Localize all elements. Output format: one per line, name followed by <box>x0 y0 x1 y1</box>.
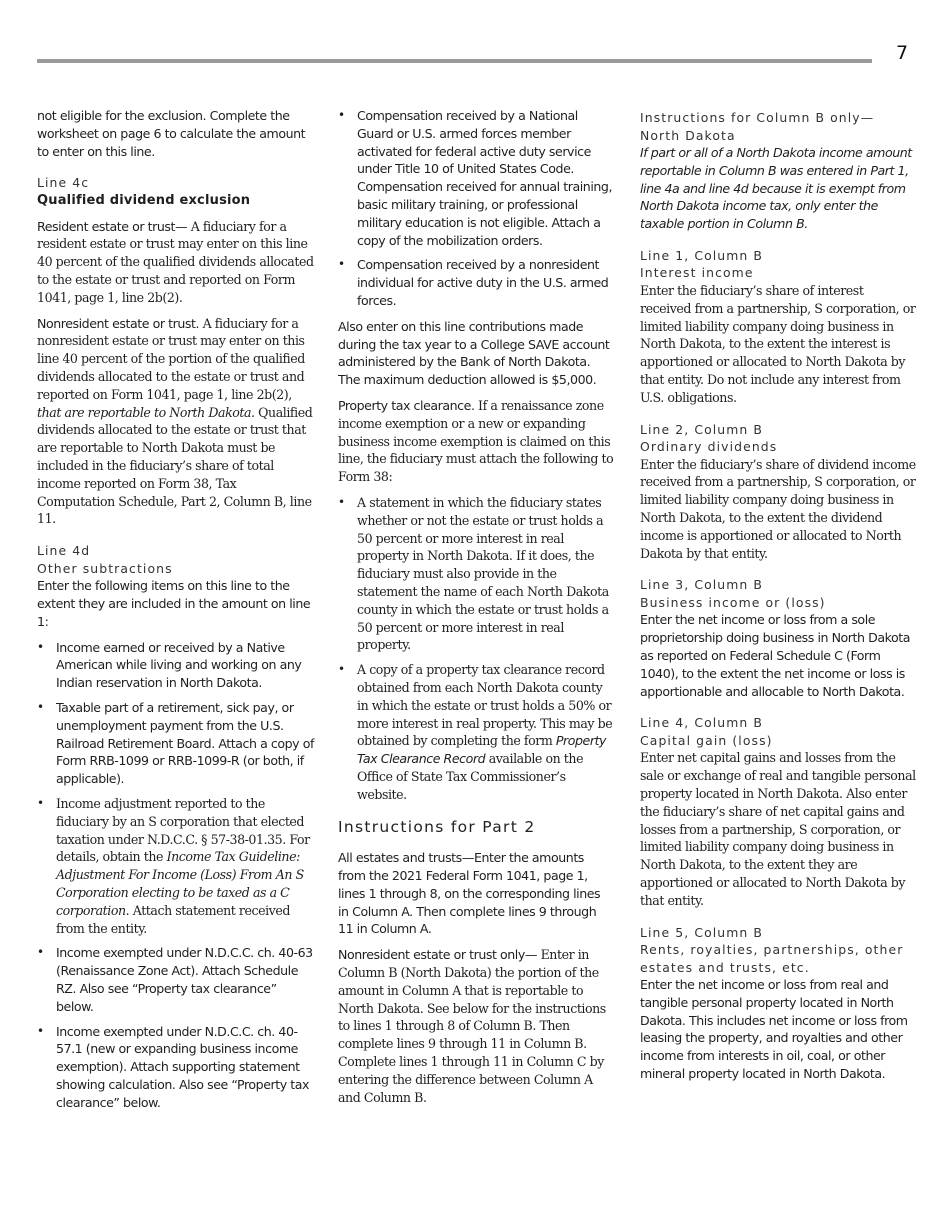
line4d-list <box>37 639 315 1112</box>
part2-heading: Instructions for Part 2 <box>338 818 536 837</box>
line2-text: Enter the fiduciary’s share of dividend income received from a partnership, S corporation, or limited liability company doing business in North Dakota, to the extent the dividend income is apportioned or allocated to North Dakota by that entity. <box>640 456 916 561</box>
column-3 <box>640 107 916 1091</box>
ptc-text: If a renaissance zone income exemption or a new or expanding business income exemption is claimed on this line, the fiduciary must attach the following to Form 38: <box>338 397 614 485</box>
line4-title: Capital gain (loss) <box>640 732 773 748</box>
list-item <box>338 661 614 803</box>
line3-label: Line 3, Column B <box>640 577 764 593</box>
nonresident-italic: that are reportable to North Dakota. <box>37 404 255 420</box>
line1-text: Enter the fiduciary’s share of interest received from a partnership, S corporation, or limited liability company doing business in North Dakota, to the extent the interest is apportioned or allocated to North Dakota by that entity. Do not include any interest from U.S. obligations. <box>640 282 916 405</box>
list-item: • Income earned or received by a Native American while living and working on any Indian reservation in North Dakota. <box>37 639 315 692</box>
nonresident-text-a: A fiduciary for a nonresident estate or trust may enter on this line 40 percent of the portion of the qualified dividends allocated to the estate or trust and reported on Form 1041, page 1, line 2b(2), <box>37 315 305 402</box>
line5-text: Enter the net income or loss from real and tangible personal property located in North Dakota. This includes net income or loss from leasing the property, and royalties and other income from interests in oil, coal, or other mineral property located in North Dakota. <box>640 977 908 1081</box>
nonresident-paragraph <box>37 315 315 529</box>
all-estates-text: Enter the amounts from the 2021 Federal Form 1041, page 1, lines 1 through 8, on the corresponding lines in Column A. Then complete lines 9 through 11 in Column A. <box>338 850 601 937</box>
line4-text: Enter net capital gains and losses from the sale or exchange of real and tangible personal property located in North Dakota. Also enter the fiduciary’s share of net capital gains and losses from a partnership, S corporation, or limited liability company doing business in North Dakota, to the extent they are apportioned or allocated to North Dakota by that entity. <box>640 750 916 908</box>
ptc-paragraph <box>338 397 614 486</box>
bullet3-text-b: . Attach statement received from the entity. <box>56 902 290 936</box>
line4d-intro: Enter the following items on this line to the extent they are included in the amount on line 1: <box>37 578 311 629</box>
all-estates-paragraph <box>338 849 614 938</box>
ptc-bullet2-italic: Property Tax Clearance Record <box>357 733 607 767</box>
line1-title: Interest income <box>640 265 754 281</box>
list-item: • A statement in which the fiduciary states whether or not the estate or trust holds a 50 percent or more interest in real property in North Dakota. If it does, the fiduciary must also provide in the statement the name of each North Dakota county in which the estate or trust holds a 50 percent or more interest in real property. <box>338 494 614 654</box>
list-item: • Compensation received by a nonresident individual for active duty in the U.S. armed forces. <box>338 256 614 309</box>
ptc-bullet2-text-b: available on the Office of State Tax Commissioner’s website. <box>357 751 584 802</box>
colb-label-1: Instructions for Column B only— <box>640 110 875 125</box>
bullet3-italic: Income Tax Guideline: Adjustment For Income (Loss) From An S Corporation electing to be taxed as a C corporation <box>56 849 304 918</box>
college-save-paragraph: Also enter on this line contributions made during the tax year to a College SAVE account administered by the Bank of North Dakota. The maximum deduction allowed is $5,000. <box>338 318 610 388</box>
list-item: • Compensation received by a National Guard or U.S. armed forces member activated for federal active duty service under Title 10 of United States Code. Compensation received for annual training, basic military training, or professional military education is not eligible. Attach a copy of the mobilization orders. <box>338 107 614 249</box>
colb-label-2: North Dakota <box>640 127 736 143</box>
line4d-title: Other subtractions <box>37 560 173 576</box>
page-number: 7 <box>896 42 909 64</box>
bullet3-text-a: Income adjustment reported to the fiduciary by an S corporation that elected taxation under N.D.C.C. § 57-38-01.35. For details, obtain the <box>56 796 310 865</box>
line4-label: Line 4, Column B <box>640 715 764 731</box>
military-list <box>338 107 614 310</box>
list-item <box>37 795 315 937</box>
resident-lead: Resident estate or trust— <box>37 218 188 234</box>
nonres-only-paragraph <box>338 946 614 1106</box>
column-1 <box>37 107 315 1120</box>
line4c-title: Qualified dividend exclusion <box>37 192 251 208</box>
line3-title: Business income or (loss) <box>640 594 826 610</box>
column-2 <box>338 107 614 1114</box>
header-rule <box>37 59 872 63</box>
list-item: • Taxable part of a retirement, sick pay, or unemployment payment from the U.S. Railroad Retirement Board. Attach a copy of Form RRB-1099 or RRB-1099-R (or both, if applicable). <box>37 699 315 788</box>
nonresident-lead: Nonresident estate or trust. <box>37 315 200 331</box>
all-estates-lead: All estates and trusts— <box>338 850 474 866</box>
ptc-bullet2-text-a: A copy of a property tax clearance record obtained from each North Dakota county in which the estate or trust holds a 50% or more interest in real property. This may be obtained by completing the form <box>357 662 613 749</box>
line2-label: Line 2, Column B <box>640 421 764 437</box>
line1-label: Line 1, Column B <box>640 247 764 263</box>
nonres-only-text: Enter in Column B (North Dakota) the portion of the amount in Column A that is reportable to North Dakota. See below for the instructions to lines 1 through 8 of Column B. Then complete lines 9 through 11 in Column B. Complete lines 1 through 11 in Column C by entering the difference between Column A and Column B. <box>338 947 606 1105</box>
nonres-only-lead: Nonresident estate or trust only— <box>338 947 538 963</box>
ptc-lead: Property tax clearance. <box>338 397 475 413</box>
line2-title: Ordinary dividends <box>640 439 778 455</box>
resident-paragraph <box>37 218 315 307</box>
list-item: • Income exempted under N.D.C.C. ch. 40-63 (Renaissance Zone Act). Attach Schedule RZ. Also see “Property tax clearance” below. <box>37 944 315 1015</box>
line3-text: Enter the net income or loss from a sole proprietorship doing business in North Dakota as reported on Federal Schedule C (Form 1040), to the extent the net income or loss is apportionable and allocable to North Dakota. <box>640 612 911 699</box>
line5-title: Rents, royalties, partnerships, other estates and trusts, etc. <box>640 942 904 975</box>
line5-label: Line 5, Column B <box>640 924 764 940</box>
colb-italic-note: If part or all of a North Dakota income amount reportable in Column B was entered in Part 1, line 4a and line 4d because it is exempt from North Dakota income tax, only enter the taxable portion in Column B. <box>640 145 912 232</box>
line4d-label: Line 4d <box>37 543 91 559</box>
nonresident-text-b: Qualified dividends allocated to the estate or trust that are reportable to North Dakota must be included in the fiduciary’s share of total income reported on Form 38, Tax Computation Schedule, Part 2, Column B, line 11. <box>37 404 313 527</box>
line4c-label: Line 4c <box>37 175 90 191</box>
list-item: • Income exempted under N.D.C.C. ch. 40-57.1 (new or expanding business income exemption). Attach supporting statement showing calculation. Also see “Property tax clearance” below. <box>37 1023 315 1112</box>
ptc-list <box>338 494 614 804</box>
resident-text: A fiduciary for a resident estate or trust may enter on this line 40 percent of the qualified dividends allocated to the estate or trust and reported on Form 1041, page 1, line 2b(2). <box>37 218 314 305</box>
col1-intro: not eligible for the exclusion. Complete the worksheet on page 6 to calculate the amount to enter on this line. <box>37 108 306 159</box>
